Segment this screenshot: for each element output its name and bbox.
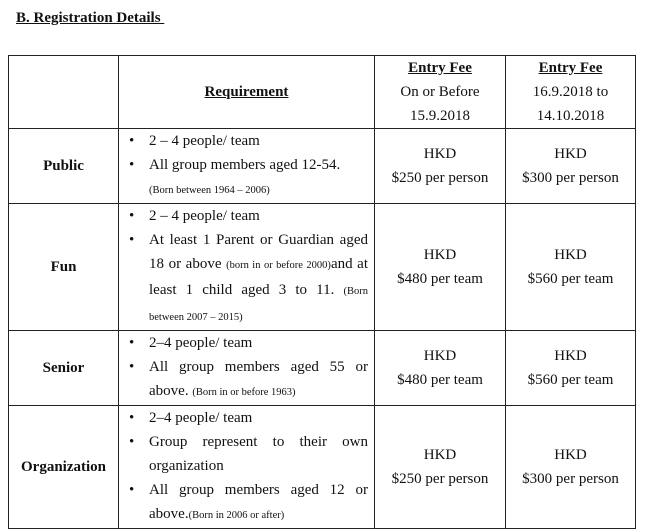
requirement-note: (born in or before 2000) [226,260,331,271]
entry-fee-early-line1: On or Before [400,84,480,100]
requirement-text: 2 – 4 people/ team [149,208,260,224]
fee-early-public [375,129,506,204]
requirement-list [119,129,374,203]
fee-currency: HKD [554,247,587,263]
fee-currency: HKD [554,348,587,364]
table-row-organization [9,406,636,529]
list-item [125,129,368,153]
entry-fee-late-line2: 14.10.2018 [536,108,605,124]
fee-amount: $480 per team [397,372,483,388]
registration-table [8,55,636,529]
requirement-list [119,331,374,405]
fee-amount: $300 per person [522,170,619,186]
table-header-row [9,56,636,129]
table-row-public [9,129,636,204]
requirement-note: (Born in 2006 or after) [188,510,285,521]
bullet-icon: • [129,208,135,224]
fee-currency: HKD [423,146,457,162]
requirement-cell-fun [119,204,375,331]
list-item [125,331,368,355]
requirement-text: 2 – 4 people/ team [149,133,260,149]
requirement-text: All group members aged 12-54. [149,157,341,173]
fee-amount: $480 per team [397,271,483,287]
requirement-note: (Born between 1964 – 2006) [149,185,270,196]
entry-fee-early-line2: 15.9.2018 [410,108,470,124]
fee-late-organization [506,406,636,529]
fee-early-senior [375,331,506,406]
requirement-cell-organization [119,406,375,529]
bullet-icon: • [129,410,135,426]
fee-late-fun [506,204,636,331]
list-item [125,430,368,478]
requirement-text: At least 1 Parent or Guardian aged 18 or above [149,232,368,272]
bullet-icon: • [129,133,135,149]
fee-amount: $560 per team [527,372,614,388]
fee-late-public [506,129,636,204]
fee-amount: $560 per team [527,271,614,287]
requirement-text: All group members aged 55 or above. [149,359,368,399]
bullet-icon: • [129,157,135,173]
bullet-icon: • [129,335,135,351]
requirement-text: 2–4 people/ team [149,410,253,426]
fee-early-organization [375,406,506,529]
header-requirement: Requirement [119,56,375,129]
list-item [125,478,368,528]
fee-early-fun [375,204,506,331]
requirement-note: (Born between 2007 – 2015) [149,286,368,323]
list-item [125,153,368,203]
requirement-cell-senior [119,331,375,406]
requirement-note: (Born in or before 1963) [192,387,296,398]
entry-fee-early-title: Entry Fee [408,60,472,76]
requirement-text: and at least 1 child aged 3 to 11. [149,256,369,298]
requirement-list [119,406,374,528]
list-item [125,406,368,430]
category-fun: Fun [9,204,119,331]
category-senior: Senior [9,331,119,406]
requirement-cell-public [119,129,375,204]
bullet-icon: • [129,482,135,498]
fee-currency: HKD [423,447,457,463]
bullet-icon: • [129,359,135,375]
list-item [125,204,368,228]
fee-amount: $300 per person [522,471,619,487]
header-category-cell [9,56,119,129]
category-public: Public [9,129,119,204]
header-entry-fee-late [506,56,636,129]
requirement-text: Group represent to their own organization [149,434,368,474]
fee-late-senior [506,331,636,406]
header-entry-fee-early [375,56,506,129]
bullet-icon: • [129,434,135,450]
fee-currency: HKD [423,247,457,263]
fee-amount: $250 per person [391,170,489,186]
requirement-list [119,204,374,330]
section-title: B. Registration Details [16,10,165,26]
fee-currency: HKD [554,447,587,463]
fee-currency: HKD [423,348,457,364]
requirement-text: 2–4 people/ team [149,335,253,351]
table-row-senior [9,331,636,406]
entry-fee-late-line1: 16.9.2018 to [532,84,609,100]
fee-currency: HKD [554,146,587,162]
list-item [125,228,368,330]
list-item [125,355,368,405]
requirement-text: All group members aged 12 or above. [149,482,368,522]
fee-amount: $250 per person [391,471,489,487]
entry-fee-late-title: Entry Fee [538,60,603,76]
table-row-fun [9,204,636,331]
bullet-icon: • [129,232,135,248]
category-organization: Organization [9,406,119,529]
